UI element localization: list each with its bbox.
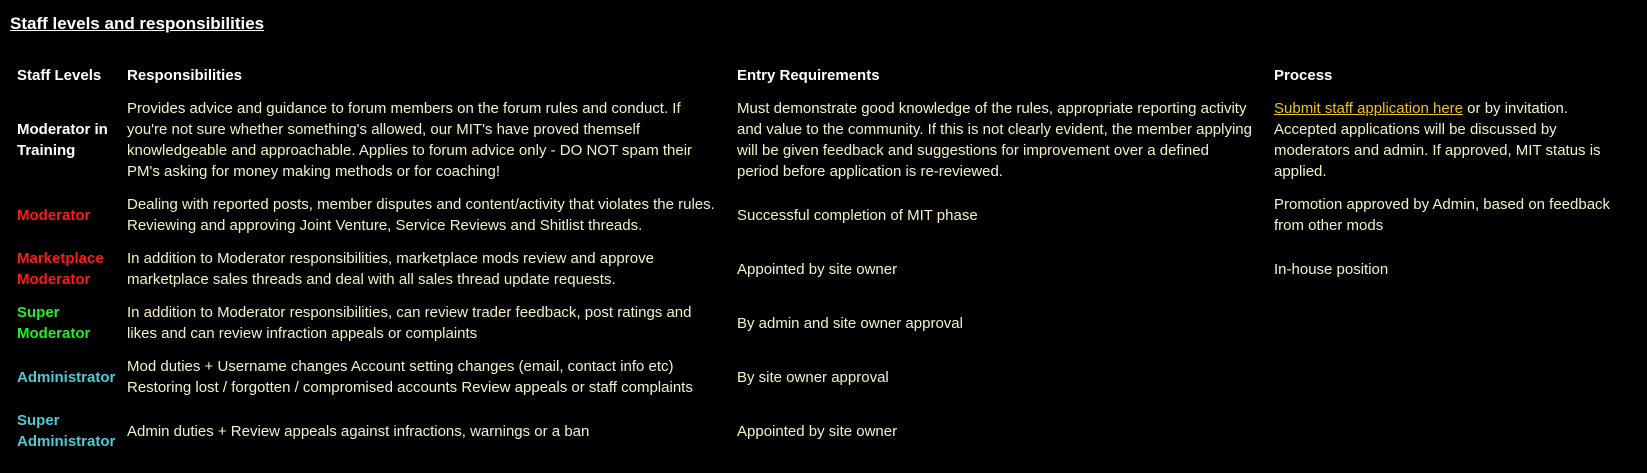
process-text: or by invitation. Accepted applications will be discussed by moderators and admin. If approved, MIT status is applied.: [1274, 100, 1601, 180]
responsibilities-cell: Dealing with reported posts, member disputes and content/activity that violates the rules. Reviewing and approving Joint Venture, Service Reviews and Shitlist threads.: [127, 196, 715, 234]
level-super-moderator: Super Moderator: [17, 304, 91, 342]
entry-requirements-cell: By admin and site owner approval: [737, 314, 963, 332]
table-row: [10, 298, 1637, 352]
responsibilities-cell: In addition to Moderator responsibilities, marketplace mods review and approve marketplace sales threads and deal with all sales thread update requests.: [127, 250, 654, 288]
entry-requirements-cell: Appointed by site owner: [737, 422, 898, 440]
page-title: Staff levels and responsibilities: [10, 14, 265, 33]
level-moderator-in-training: Moderator in Training: [17, 121, 108, 159]
level-super-administrator: Super Administrator: [17, 412, 116, 450]
entry-requirements-cell: Successful completion of MIT phase: [737, 206, 978, 224]
table-row: [10, 244, 1637, 298]
entry-requirements-cell: Must demonstrate good knowledge of the rules, appropriate reporting activity and value to the community. If this is not clearly evident, the member applying will be given feedback and suggestions for improvement over a defined period before application is re-reviewed.: [737, 100, 1252, 180]
submit-staff-application-link[interactable]: Submit staff application here: [1274, 100, 1464, 117]
process-cell: [1274, 406, 1637, 460]
process-cell: In-house position: [1274, 260, 1389, 278]
header-responsibilities: Responsibilities: [127, 67, 243, 84]
level-administrator: Administrator: [17, 368, 116, 386]
level-moderator: Moderator: [17, 206, 91, 224]
responsibilities-cell: In addition to Moderator responsibilities, can review trader feedback, post ratings and likes and can review infraction appeals or complaints: [127, 304, 692, 342]
level-marketplace-moderator: Marketplace Moderator: [17, 250, 104, 288]
table-row: [10, 98, 1637, 190]
header-entry-requirements: Entry Requirements: [737, 67, 880, 84]
responsibilities-cell: Mod duties + Username changes Account setting changes (email, contact info etc) Restoring lost / forgotten / compromised accounts Review appeals or staff complaints: [127, 358, 693, 396]
process-cell: Promotion approved by Admin, based on feedback from other mods: [1274, 196, 1611, 234]
process-cell: [1274, 352, 1637, 406]
table-row: [10, 406, 1637, 460]
header-process: Process: [1274, 67, 1333, 84]
entry-requirements-cell: By site owner approval: [737, 368, 889, 386]
process-cell: [1274, 298, 1637, 352]
table-header-row: [10, 66, 1637, 98]
header-staff-levels: Staff Levels: [17, 67, 102, 84]
responsibilities-cell: Admin duties + Review appeals against infractions, warnings or a ban: [127, 422, 590, 440]
staff-table: [10, 66, 1637, 460]
table-row: [10, 190, 1637, 244]
process-cell: [1274, 98, 1637, 190]
entry-requirements-cell: Appointed by site owner: [737, 260, 898, 278]
table-row: [10, 352, 1637, 406]
responsibilities-cell: Provides advice and guidance to forum members on the forum rules and conduct. If you're not sure whether something's allowed, our MIT's have proved themself knowledgeable and approachable. Applies to forum advice only - DO NOT spam their PM's asking for money making methods or for coaching!: [127, 100, 693, 180]
